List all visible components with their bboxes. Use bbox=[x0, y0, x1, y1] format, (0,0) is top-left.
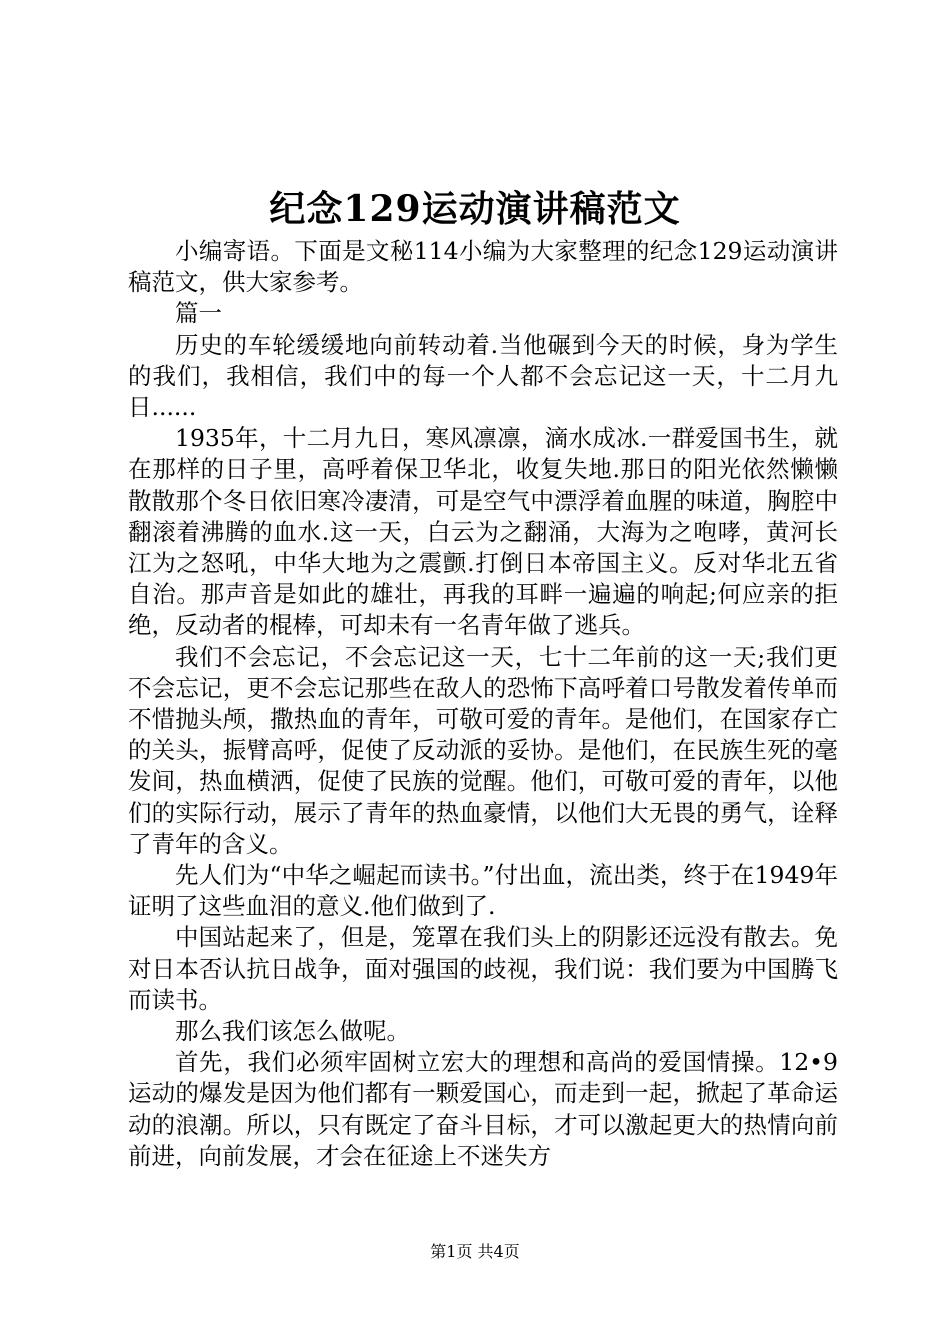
document-body bbox=[128, 236, 838, 1172]
paragraph: 先人们为“中华之崛起而读书。”付出血，流出类，终于在1949年证明了这些血泪的意义.他们做到了. bbox=[128, 861, 838, 921]
page-number-footer: 第1页 共4页 bbox=[430, 1242, 520, 1261]
paragraph: 我们不会忘记，不会忘记这一天，七十二年前的这一天;我们更不会忘记，更不会忘记那些在敌人的恐怖下高呼着口号散发着传单而不惜抛头颅，撒热血的青年，可敬可爱的青年。是他们，在国家存亡的关头，振臂高呼，促使了反动派的妥协。是他们，在民族生死的毫发间，热血横洒，促使了民族的觉醒。他们，可敬可爱的青年，以他们的实际行动，展示了青年的热血豪情，以他们大无畏的勇气，诠释了青年的含义。 bbox=[128, 642, 838, 858]
paragraph: 1935年，十二月九日，寒风凛凛，滴水成冰.一群爱国书生，就在那样的日子里，高呼着保卫华北，收复失地.那日的阳光依然懒懒散散那个冬日依旧寒冷凄清，可是空气中漂浮着血腥的味道，胸腔中翻滚着沸腾的血水.这一天，白云为之翻涌，大海为之咆哮，黄河长江为之怒吼，中华大地为之震颤.打倒日本帝国主义。反对华北五省自治。那声音是如此的雄壮，再我的耳畔一遍遍的响起;何应亲的拒绝，反动者的棍棒，可却未有一名青年做了逃兵。 bbox=[128, 424, 838, 640]
paragraph: 历史的车轮缓缓地向前转动着.当他碾到今天的时候，身为学生的我们，我相信，我们中的每一个人都不会忘记这一天，十二月九日...... bbox=[128, 330, 838, 422]
paragraph: 那么我们该怎么做呢。 bbox=[175, 1017, 410, 1046]
paragraph: 中国站起来了，但是，笼罩在我们头上的阴影还远没有散去。免对日本否认抗日战争，面对强国的歧视，我们说：我们要为中国腾飞而读书。 bbox=[128, 923, 838, 1014]
paragraph-intro: 小编寄语。下面是文秘114小编为大家整理的纪念129运动演讲稿范文，供大家参考。 bbox=[128, 237, 838, 297]
document-title: 纪念129运动演讲稿范文 bbox=[269, 188, 681, 230]
paragraph: 首先，我们必须牢固树立宏大的理想和高尚的爱国情操。12•9运动的爆发是因为他们都有一颗爱国心，而走到一起，掀起了革命运动的浪潮。所以，只有既定了奋斗目标，才可以激起更大的热情向前前进，向前发展，才会在征途上不迷失方 bbox=[128, 1048, 838, 1170]
paragraph-section-heading: 篇一 bbox=[175, 299, 222, 328]
